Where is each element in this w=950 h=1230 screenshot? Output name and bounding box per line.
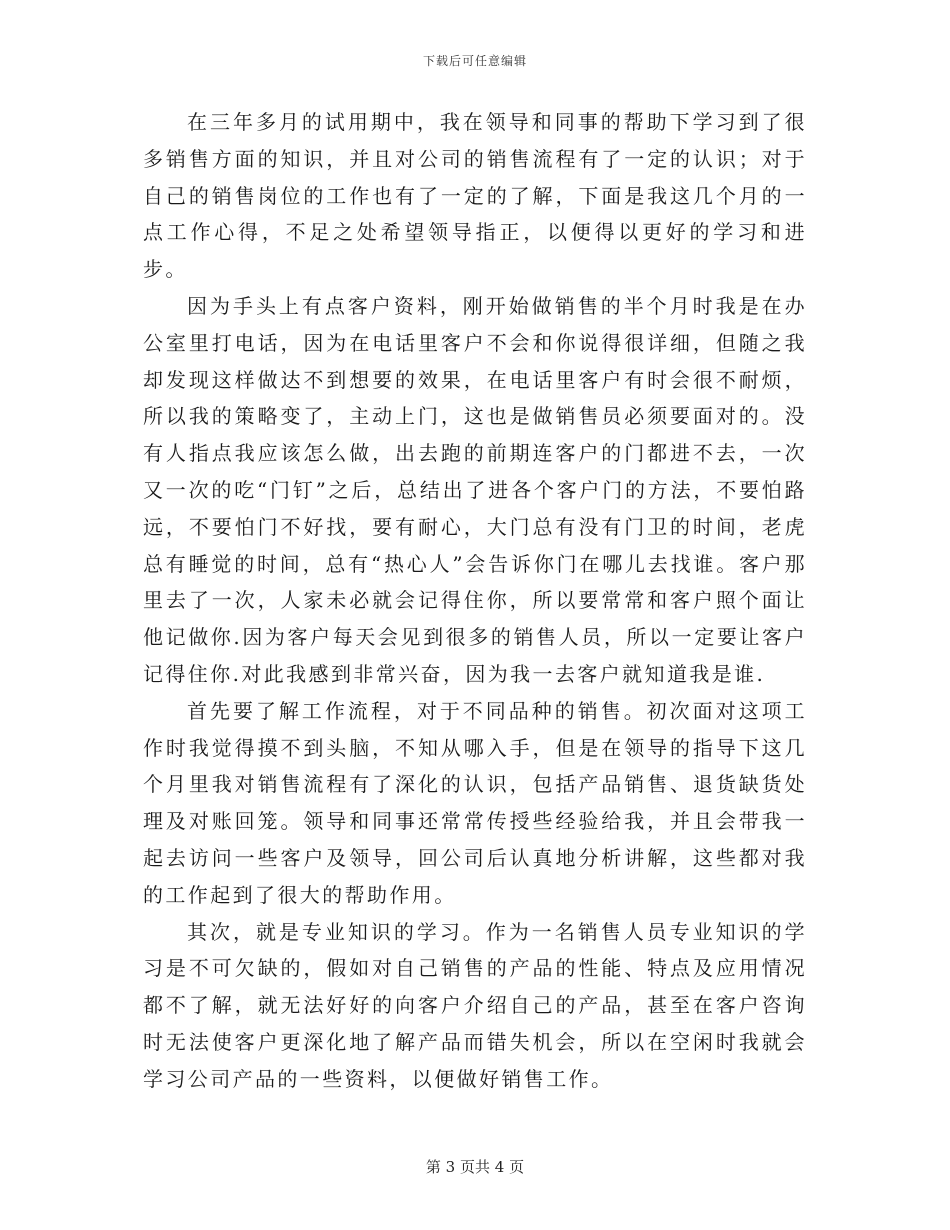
paragraph: 在三年多月的试用期中，我在领导和同事的帮助下学习到了很多销售方面的知识，并且对公司的销售流程有了一定的认识；对于自己的销售岗位的工作也有了一定的了解，下面是我这几个月的一点工作心得，不足之处希望领导指正，以便得以更好的学习和进步。	[143, 110, 807, 282]
paragraph: 因为手头上有点客户资料，刚开始做销售的半个月时我是在办公室里打电话，因为在电话里客户不会和你说得很详细，但随之我却发现这样做达不到想要的效果，在电话里客户有时会很不耐烦，所以我的策略变了，主动上门，这也是做销售员必须要面对的。没有人指点我应该怎么做，出去跑的前期连客户的门都进不去，一次又一次的吃“门钉”之后，总结出了进各个客户门的方法，不要怕路远，不要怕门不好找，要有耐心，大门总有没有门卫的时间，老虎总有睡觉的时间，总有“热心人”会告诉你门在哪儿去找谁。客户那里去了一次，人家未必就会记得住你，所以要常常和客户照个面让他记做你.因为客户每天会见到很多的销售人员，所以一定要让客户记得住你.对此我感到非常兴奋，因为我一去客户就知道我是谁.	[143, 293, 807, 686]
document-body	[143, 104, 807, 1098]
page-header: 下载后可任意编辑	[422, 54, 527, 68]
paragraph: 其次，就是专业知识的学习。作为一名销售人员专业知识的学习是不可欠缺的，假如对自己销售的产品的性能、特点及应用情况都不了解，就无法好好的向客户介绍自己的产品，甚至在客户咨询时无法使客户更深化地了解产品而错失机会，所以在空闲时我就会学习公司产品的一些资料，以便做好销售工作。	[143, 919, 807, 1091]
page-number: 第 3 页共 4 页	[425, 1158, 525, 1176]
paragraph: 首先要了解工作流程，对于不同品种的销售。初次面对这项工作时我觉得摸不到头脑，不知从哪入手，但是在领导的指导下这几个月里我对销售流程有了深化的认识，包括产品销售、退货缺货处理及对账回笼。领导和同事还常常传授些经验给我，并且会带我一起去访问一些客户及领导，回公司后认真地分析讲解，这些都对我的工作起到了很大的帮助作用。	[143, 698, 807, 907]
